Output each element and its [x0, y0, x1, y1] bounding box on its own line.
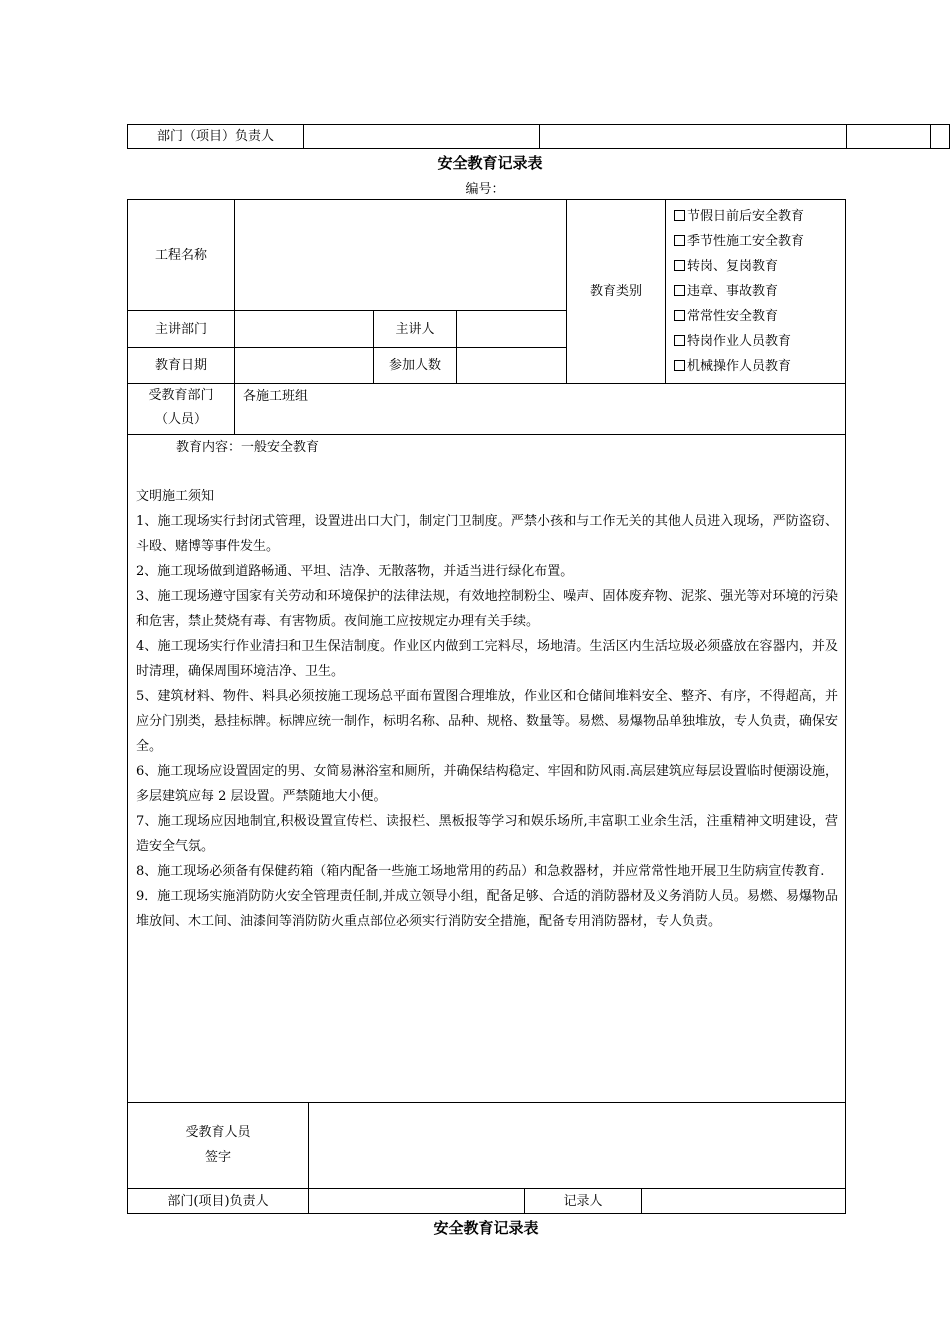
trained-dept-label-line1: 受教育部门	[148, 388, 214, 403]
option-label: 节假日前后安全教育	[687, 209, 805, 224]
lecturer-value[interactable]	[457, 311, 566, 347]
signature-field[interactable]	[309, 1103, 845, 1188]
content-paragraph: 7、施工现场应因地制宜,积极设置宣传栏、读报栏、黑板报等学习和娱乐场所,丰富职工业余生活，注重精神文明建设，营造安全气氛。	[136, 814, 838, 854]
signature-label-line2: 签字	[204, 1150, 231, 1165]
participants-value[interactable]	[457, 348, 566, 383]
checkbox-icon[interactable]	[674, 285, 685, 296]
participants-label: 参加人数	[388, 358, 441, 373]
content-paragraph: 6、施工现场应设置固定的男、女简易淋浴室和厕所，并确保结构稳定、牢固和防风雨.高层建筑应每层设置临时便溺设施，多层建筑应每 2 层设置。严禁随地大小便。	[136, 764, 838, 804]
option-holiday[interactable]	[674, 204, 844, 229]
page-title: 安全教育记录表	[437, 154, 543, 172]
content-paragraph: 1、施工现场实行封闭式管理，设置进出口大门，制定门卫制度。严禁小孩和与工作无关的其他人员进入现场，严防盗窃、斗殴、赌博等事件发生。	[136, 514, 838, 554]
option-label: 机械操作人员教育	[687, 359, 792, 374]
education-type-options	[674, 204, 844, 379]
content-heading: 教育内容：一般安全教育	[176, 440, 320, 455]
project-name-label: 工程名称	[154, 247, 207, 263]
option-label: 季节性施工安全教育	[687, 234, 805, 249]
option-seasonal[interactable]	[674, 229, 844, 254]
option-label: 常常性安全教育	[687, 309, 779, 324]
checkbox-icon[interactable]	[674, 310, 685, 321]
checkbox-icon[interactable]	[674, 235, 685, 246]
checkbox-icon[interactable]	[674, 210, 685, 221]
option-transfer[interactable]	[674, 254, 844, 279]
option-label: 转岗、复岗教育	[687, 259, 779, 274]
bottom-dept-head-value[interactable]	[309, 1189, 524, 1213]
next-page-title: 安全教育记录表	[433, 1219, 539, 1237]
top-dept-head-label: 部门（项目）负责人	[156, 128, 274, 144]
trained-dept-label-line2: （人员）	[154, 412, 207, 427]
content-paragraph: 4、施工现场实行作业清扫和卫生保洁制度。作业区内做到工完料尽，场地清。生活区内生活垃圾必须盛放在容器内，并及时清理，确保周围环境洁净、卫生。	[136, 639, 838, 679]
signature-label	[128, 1120, 308, 1170]
lecturer-label: 主讲人	[395, 321, 435, 337]
option-label: 特岗作业人员教育	[687, 334, 792, 349]
content-paragraph: 5、建筑材料、物件、料具必须按施工现场总平面布置图合理堆放，作业区和仓储间堆料安全、整齐、有序，不得超高，并应分门别类，悬挂标牌。标牌应统一制作，标明名称、品种、规格、数量等。易燃、易爆物品单独堆放，专人负责，确保安全。	[136, 689, 839, 754]
bottom-dept-head-label: 部门(项目)负责人	[167, 1193, 269, 1209]
serial-number-label: 编号：	[465, 182, 505, 197]
checkbox-icon[interactable]	[674, 260, 685, 271]
checkbox-icon[interactable]	[674, 335, 685, 346]
project-name-value[interactable]	[235, 200, 566, 310]
trained-dept-label	[128, 384, 234, 434]
option-violation[interactable]	[674, 279, 844, 304]
education-date-value[interactable]	[235, 348, 373, 383]
content-paragraph: 2、施工现场做到道路畅通、平坦、洁净、无散落物，并适当进行绿化布置。	[136, 564, 574, 579]
trained-dept-value: 各施工班组	[243, 389, 309, 404]
content-paragraph: 9．施工现场实施消防防火安全管理责任制,并成立领导小组，配备足够、合适的消防器材及义务消防人员。易燃、易爆物品堆放间、木工间、油漆间等消防防火重点部位必须实行消防安全措施，配备专用消防器材，专人负责。	[136, 889, 838, 929]
education-content	[136, 435, 838, 934]
option-regular[interactable]	[674, 304, 844, 329]
recorder-value[interactable]	[642, 1189, 845, 1213]
lecturer-dept-value[interactable]	[235, 311, 373, 347]
checkbox-icon[interactable]	[674, 360, 685, 371]
signature-label-line1: 受教育人员	[185, 1125, 251, 1140]
lecturer-dept-label: 主讲部门	[154, 321, 207, 337]
option-machinery[interactable]	[674, 354, 844, 379]
education-date-label: 教育日期	[154, 358, 207, 373]
option-label: 违章、事故教育	[687, 284, 779, 299]
education-type-label: 教育类别	[589, 284, 642, 299]
content-subheading: 文明施工须知	[136, 489, 215, 504]
content-paragraph: 8、施工现场必须备有保健药箱（箱内配备一些施工场地常用的药品）和急救器材，并应常常性地开展卫生防病宣传教育.	[136, 864, 825, 879]
recorder-label: 记录人	[563, 1193, 603, 1209]
content-paragraph: 3、施工现场遵守国家有关劳动和环境保护的法律法规，有效地控制粉尘、噪声、固体废弃物、泥浆、强光等对环境的污染和危害，禁止焚烧有毒、有害物质。夜间施工应按规定办理有关手续。	[136, 589, 838, 629]
option-special-post[interactable]	[674, 329, 844, 354]
